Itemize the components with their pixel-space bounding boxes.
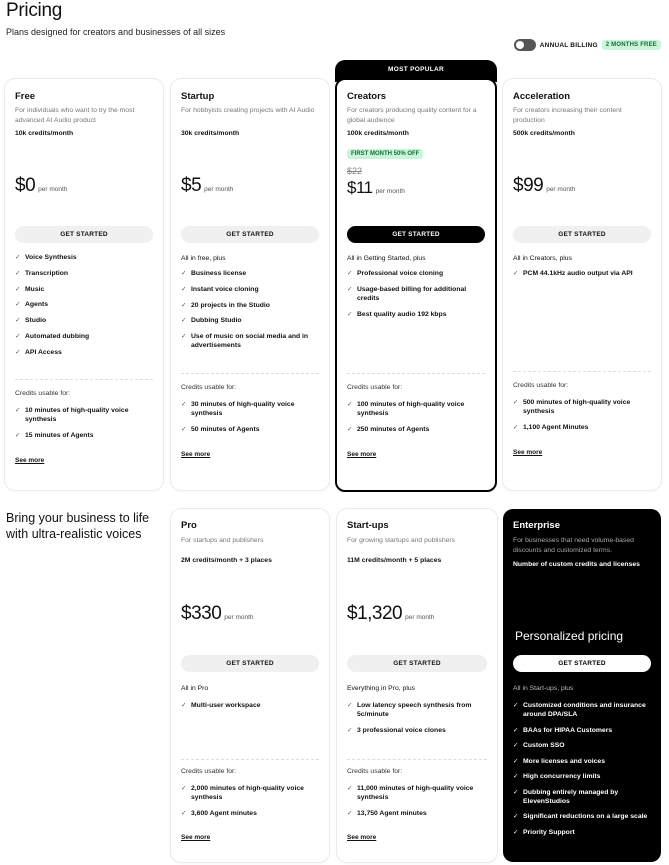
- annual-billing-toggle[interactable]: [514, 39, 536, 51]
- plan-card-free: [5, 79, 163, 490]
- check-icon: ✓: [347, 426, 353, 433]
- get-started-button[interactable]: GET STARTED: [15, 226, 153, 243]
- feature-item: ✓ Professional voice cloning: [347, 270, 444, 277]
- feature-item: ✓ Multi-user workspace: [181, 702, 261, 709]
- feature-item: ✓ Usage-based billing for additional credits: [347, 285, 467, 302]
- plan-description: For hobbyists creating projects with AI Audio: [181, 107, 315, 114]
- check-icon: ✓: [181, 810, 187, 817]
- check-icon: ✓: [181, 401, 187, 408]
- feature-list: [181, 701, 319, 710]
- feature-item: ✓ Automated dubbing: [15, 332, 90, 340]
- price-amount: $11: [347, 178, 373, 197]
- plan-description: For startups and publishers: [181, 537, 264, 544]
- see-more-link[interactable]: See more: [347, 834, 377, 841]
- check-icon: ✓: [15, 432, 21, 439]
- feature-item: ✓ Music: [15, 285, 45, 293]
- credits-usable-title: Credits usable for:: [347, 768, 403, 775]
- check-icon: ✓: [181, 301, 187, 309]
- get-started-button[interactable]: GET STARTED: [347, 226, 485, 243]
- check-icon: ✓: [347, 310, 353, 318]
- check-icon: ✓: [513, 742, 519, 749]
- page-title: Pricing: [6, 0, 62, 21]
- plan-name: Startup: [181, 91, 215, 102]
- feature-list: [513, 269, 651, 278]
- check-icon: ✓: [15, 301, 21, 309]
- business-title-line: with ultra-realistic voices: [6, 527, 142, 541]
- price-amount: $330: [181, 603, 222, 624]
- usable-item: ✓ 50 minutes of Agents: [181, 426, 260, 433]
- usable-list: [513, 398, 651, 432]
- usable-list: [181, 400, 319, 434]
- old-price: $22: [347, 166, 363, 176]
- price-unit: per month: [204, 186, 234, 193]
- check-icon: ✓: [347, 785, 353, 792]
- plan-name: Acceleration: [513, 91, 571, 102]
- divider: [347, 373, 485, 374]
- business-title-line: Bring your business to life: [6, 511, 150, 525]
- credits-usable-title: Credits usable for:: [181, 384, 237, 391]
- feature-item: ✓ PCM 44.1kHz audio output via API: [513, 270, 633, 277]
- check-icon: ✓: [181, 702, 187, 709]
- check-icon: ✓: [15, 317, 21, 325]
- plan-credits: 100k credits/month: [347, 130, 409, 137]
- price-unit: per month: [405, 614, 435, 621]
- feature-item: ✓ BAAs for HIPAA Customers: [513, 726, 613, 734]
- plan-price: [15, 175, 67, 197]
- billing-toggle-group: [514, 39, 661, 51]
- divider: [513, 371, 651, 372]
- usable-item: ✓ 2,000 minutes of high-quality voice synthesis: [181, 785, 304, 801]
- check-icon: ✓: [15, 332, 21, 340]
- price-unit: per month: [375, 188, 405, 195]
- feature-item: ✓ 3 professional voice clones: [347, 727, 446, 734]
- feature-item: ✓ Dubbing Studio: [181, 317, 242, 325]
- plan-description: For individuals who want to try the most advanced AI Audio product: [15, 107, 135, 124]
- price-amount: $1,320: [347, 603, 403, 624]
- price-amount: $99: [513, 175, 544, 196]
- get-started-button[interactable]: GET STARTED: [513, 226, 651, 243]
- check-icon: ✓: [347, 401, 353, 408]
- see-more-link[interactable]: See more: [181, 451, 211, 458]
- check-icon: ✓: [15, 254, 21, 261]
- usable-item: ✓ 30 minutes of high-quality voice synthesis: [181, 401, 295, 417]
- check-icon: ✓: [513, 813, 519, 820]
- plan-description: For businesses that need volume-based discounts and customized terms.: [513, 537, 634, 554]
- features-lead: All in Creators, plus: [513, 255, 572, 262]
- check-icon: ✓: [513, 757, 519, 765]
- divider: [181, 759, 319, 760]
- plan-price: [181, 603, 254, 625]
- plan-description: For growing startups and publishers: [347, 537, 456, 544]
- plan-card-startup: [171, 79, 329, 490]
- get-started-button[interactable]: GET STARTED: [513, 655, 651, 672]
- credits-usable-title: Credits usable for:: [513, 382, 569, 389]
- check-icon: ✓: [347, 810, 353, 817]
- features-lead: All in Pro: [181, 685, 209, 692]
- divider: [15, 379, 153, 380]
- billing-label: ANNUAL BILLING: [539, 41, 598, 49]
- feature-item: ✓ Significant reductions on a large scale: [513, 813, 648, 820]
- feature-item: ✓ High concurrency limits: [513, 773, 601, 780]
- feature-item: ✓ Low latency speech synthesis from 5c/minute: [347, 702, 472, 718]
- business-section-title: [6, 510, 149, 542]
- credits-usable-title: Credits usable for:: [347, 384, 403, 391]
- price-unit: per month: [546, 186, 576, 193]
- see-more-link[interactable]: See more: [181, 834, 211, 841]
- usable-list: [347, 784, 487, 818]
- promo-badge: FIRST MONTH 50% OFF: [347, 149, 423, 159]
- check-icon: ✓: [15, 285, 21, 293]
- feature-item: ✓ Agents: [15, 301, 49, 309]
- check-icon: ✓: [513, 270, 519, 277]
- plan-price: [347, 603, 434, 625]
- plan-credits: Number of custom credits and licenses: [513, 561, 640, 568]
- check-icon: ✓: [181, 333, 187, 341]
- see-more-link[interactable]: See more: [347, 451, 377, 458]
- plan-credits: 500k credits/month: [513, 130, 575, 137]
- check-icon: ✓: [513, 788, 519, 796]
- price-unit: per month: [38, 186, 68, 193]
- check-icon: ✓: [181, 785, 187, 792]
- divider: [181, 373, 319, 374]
- feature-item: ✓ Business license: [181, 270, 247, 277]
- check-icon: ✓: [513, 424, 519, 431]
- plan-description: For creators producing quality content for a global audience: [347, 107, 477, 124]
- plan-name: Enterprise: [513, 520, 560, 531]
- feature-list: [347, 269, 485, 319]
- usable-item: ✓ 250 minutes of Agents: [347, 426, 430, 433]
- feature-list: [513, 701, 651, 837]
- feature-item: ✓ More licenses and voices: [513, 757, 605, 765]
- check-icon: ✓: [347, 702, 353, 709]
- plan-card-creators: [335, 78, 497, 492]
- see-more-link[interactable]: See more: [15, 457, 45, 464]
- get-started-button[interactable]: GET STARTED: [181, 226, 319, 243]
- feature-item: ✓ Customized conditions and insurance around DPA/SLA: [513, 702, 646, 718]
- plan-card-acceleration: [503, 79, 661, 490]
- see-more-link[interactable]: See more: [513, 449, 543, 456]
- billing-badge: 2 MONTHS FREE: [602, 40, 661, 50]
- check-icon: ✓: [513, 702, 519, 709]
- check-icon: ✓: [15, 407, 21, 414]
- price-amount: $5: [181, 175, 202, 196]
- get-started-button[interactable]: GET STARTED: [181, 655, 319, 672]
- feature-list: [181, 269, 319, 350]
- usable-item: ✓ 11,000 minutes of high-quality voice synthesis: [347, 785, 474, 801]
- check-icon: ✓: [15, 348, 21, 356]
- usable-item: ✓ 13,750 Agent minutes: [347, 810, 427, 817]
- feature-item: ✓ Best quality audio 192 kbps: [347, 310, 447, 318]
- usable-list: [347, 400, 485, 434]
- plan-credits: 30k credits/month: [181, 130, 240, 137]
- check-icon: ✓: [513, 399, 519, 406]
- get-started-button[interactable]: GET STARTED: [347, 655, 487, 672]
- check-icon: ✓: [513, 828, 519, 836]
- usable-item: ✓ 3,600 Agent minutes: [181, 810, 257, 817]
- features-lead: All in free, plus: [181, 255, 226, 262]
- plan-credits: 11M credits/month + 5 places: [347, 557, 442, 564]
- credits-usable-title: Credits usable for:: [181, 768, 237, 775]
- feature-item: ✓ Studio: [15, 317, 47, 325]
- plan-credits: 10k credits/month: [15, 130, 74, 137]
- plan-price: [347, 178, 405, 198]
- credits-usable-title: Credits usable for:: [15, 390, 71, 397]
- feature-item: ✓ Use of music on social media and in advertisements: [181, 333, 309, 350]
- personalized-pricing: Personalized pricing: [515, 629, 624, 643]
- usable-item: ✓ 15 minutes of Agents: [15, 432, 94, 439]
- usable-item: ✓ 100 minutes of high-quality voice synthesis: [347, 401, 465, 417]
- plan-card-pro: [171, 509, 329, 862]
- most-popular-badge: MOST POPULAR: [335, 60, 497, 82]
- plan-name: Free: [15, 91, 36, 102]
- plan-card-enterprise: [503, 509, 661, 862]
- check-icon: ✓: [513, 726, 519, 734]
- feature-list: [15, 253, 153, 357]
- page-subtitle: Plans designed for creators and businesses of all sizes: [6, 27, 226, 37]
- usable-item: ✓ 10 minutes of high-quality voice synthesis: [15, 407, 129, 423]
- feature-item: ✓ Instant voice cloning: [181, 285, 259, 293]
- feature-item: ✓ Priority Support: [513, 828, 575, 836]
- check-icon: ✓: [347, 727, 353, 734]
- feature-item: ✓ 20 projects in the Studio: [181, 301, 270, 309]
- features-lead: Everything in Pro, plus: [347, 685, 416, 692]
- feature-item: ✓ Transcription: [15, 269, 69, 277]
- plan-name: Creators: [347, 91, 387, 102]
- feature-item: ✓ Voice Synthesis: [15, 254, 77, 261]
- check-icon: ✓: [181, 317, 187, 325]
- check-icon: ✓: [513, 773, 519, 780]
- price-unit: per month: [224, 614, 254, 621]
- usable-list: [181, 784, 319, 818]
- plan-name: Start-ups: [347, 520, 389, 531]
- plan-description: For creators increasing their content production: [513, 107, 622, 124]
- plan-price: [181, 175, 233, 197]
- feature-item: ✓ API Access: [15, 348, 62, 356]
- check-icon: ✓: [181, 426, 187, 433]
- feature-list: [347, 701, 487, 735]
- usable-list: [15, 406, 153, 440]
- divider: [347, 759, 487, 760]
- feature-item: ✓ Custom SSO: [513, 742, 565, 749]
- check-icon: ✓: [347, 270, 353, 277]
- features-lead: All in Start-ups, plus: [513, 685, 574, 692]
- price-amount: $0: [15, 175, 36, 196]
- check-icon: ✓: [15, 269, 21, 277]
- plan-name: Pro: [181, 520, 197, 531]
- feature-item: ✓ Dubbing entirely managed by ElevenStudios: [513, 788, 619, 805]
- check-icon: ✓: [347, 285, 353, 293]
- usable-item: ✓ 500 minutes of high-quality voice synthesis: [513, 399, 631, 415]
- features-lead: All in Getting Started, plus: [347, 255, 426, 262]
- plan-price: [513, 175, 575, 197]
- plan-credits: 2M credits/month + 3 places: [181, 557, 272, 564]
- check-icon: ✓: [181, 285, 187, 293]
- check-icon: ✓: [181, 270, 187, 277]
- usable-item: ✓ 1,100 Agent Minutes: [513, 424, 589, 431]
- plan-card-start-ups: [337, 509, 497, 862]
